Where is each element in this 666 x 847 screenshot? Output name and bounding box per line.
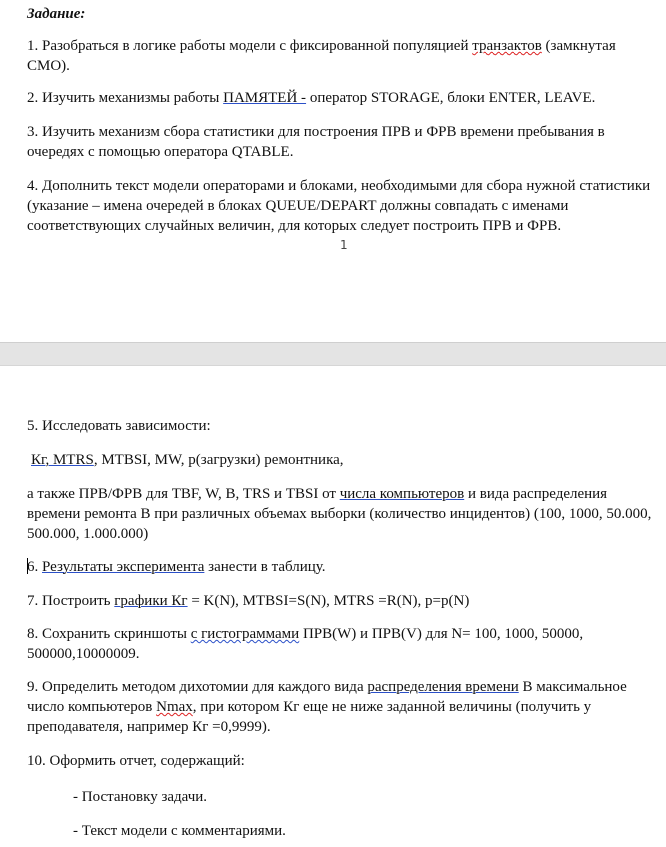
spell-flag-transacts: транзактов (472, 38, 542, 54)
document-page-1 (0, 0, 666, 342)
task-item-9-text: 9. Определить методом дихотомии для каждого вида (27, 679, 368, 695)
task-item-1-text: 1. Разобраться в логике работы модели с фиксированной популяцией (27, 38, 473, 54)
report-item-statement: - Постановку задачи. (73, 789, 208, 805)
dependencies-line (31, 450, 663, 470)
document-page-2 (0, 366, 666, 847)
task-item-10: 10. Оформить отчет, содержащий: (27, 753, 245, 769)
task-item-3: 3. Изучить механизм сбора статистики для построения ПРВ и ФРВ времени пребывания в очередях с помощью оператора QTABLE. (27, 124, 605, 160)
grammar-flag-results: Результаты эксперимента (42, 559, 205, 575)
grammar-flag-histograms: с гистограммами (190, 626, 300, 642)
grammar-flag-computers: числа компьютеров (339, 486, 465, 502)
task-item-5: 5. Исследовать зависимости: (27, 418, 211, 434)
task-item-9-tail: , при котором Кг еще не ниже заданной величины (получить у преподавателя, например Кг =0,9999). (27, 699, 592, 735)
task-item-7-tail: = K(N), MTBSI=S(N), MTRS =R(N), p=p(N) (187, 593, 470, 609)
task-item-9 (27, 677, 659, 737)
also-tail: и вида распределения времени ремонта B при различных объемах выборки (количество инцидентов) (100, 1000, 50.000, 500.000, 1.000.000) (27, 486, 652, 542)
task-item-7 (27, 591, 659, 611)
grammar-flag-distribution: распределения времени (367, 679, 519, 695)
report-item-model-text: - Текст модели с комментариями. (73, 823, 286, 839)
also-text: а также ПРВ/ФРВ для TBF, W, B, TRS и TBSI от (27, 486, 340, 502)
task-item-9-mid: В максимальное число компьютеров (27, 679, 627, 715)
task-item-2-tail: оператор STORAGE, блоки ENTER, LEAVE. (306, 90, 596, 106)
task-item-2 (27, 88, 659, 108)
grammar-flag-kg-mtrs: Кг, MTRS (31, 452, 94, 468)
task-item-8 (27, 624, 659, 664)
task-item-8-tail: ПРВ(W) и ПРВ(V) для N= 100, 1000, 50000, 500000,10000009. (27, 626, 584, 662)
task-item-6 (27, 557, 659, 577)
grammar-flag-memories: ПАМЯТЕЙ - (223, 90, 307, 106)
task-title: Задание: (27, 6, 86, 22)
grammar-flag-graphs: графики Кг (114, 593, 188, 609)
task-item-7-text: 7. Построить (27, 593, 115, 609)
task-item-4: 4. Дополнить текст модели операторами и блоками, необходимыми для сбора нужной статистики (указание – имена очередей в блоках QUEUE/DEPART должны совпадать с именами соответствующих случайных величин, для которых следует построить ПРВ и ФРВ. (27, 178, 651, 234)
page-number: 1 (340, 238, 348, 252)
task-item-6-tail: занести в таблицу. (204, 559, 326, 575)
task-item-8-text: 8. Сохранить скриншоты (27, 626, 191, 642)
page-break-line-top (0, 342, 666, 343)
task-item-6-num: 6. (27, 559, 42, 575)
task-item-1 (27, 36, 659, 76)
dependencies-rest: , MTBSI, MW, p(загрузки) ремонтника, (93, 452, 344, 468)
task-item-2-text: 2. Изучить механизмы работы (27, 90, 224, 106)
spell-flag-nmax: Nmax (156, 699, 193, 715)
task-item-1-tail: (замкнутая СМО). (27, 38, 616, 74)
page-break-gap (0, 342, 666, 366)
also-paragraph (27, 484, 659, 544)
